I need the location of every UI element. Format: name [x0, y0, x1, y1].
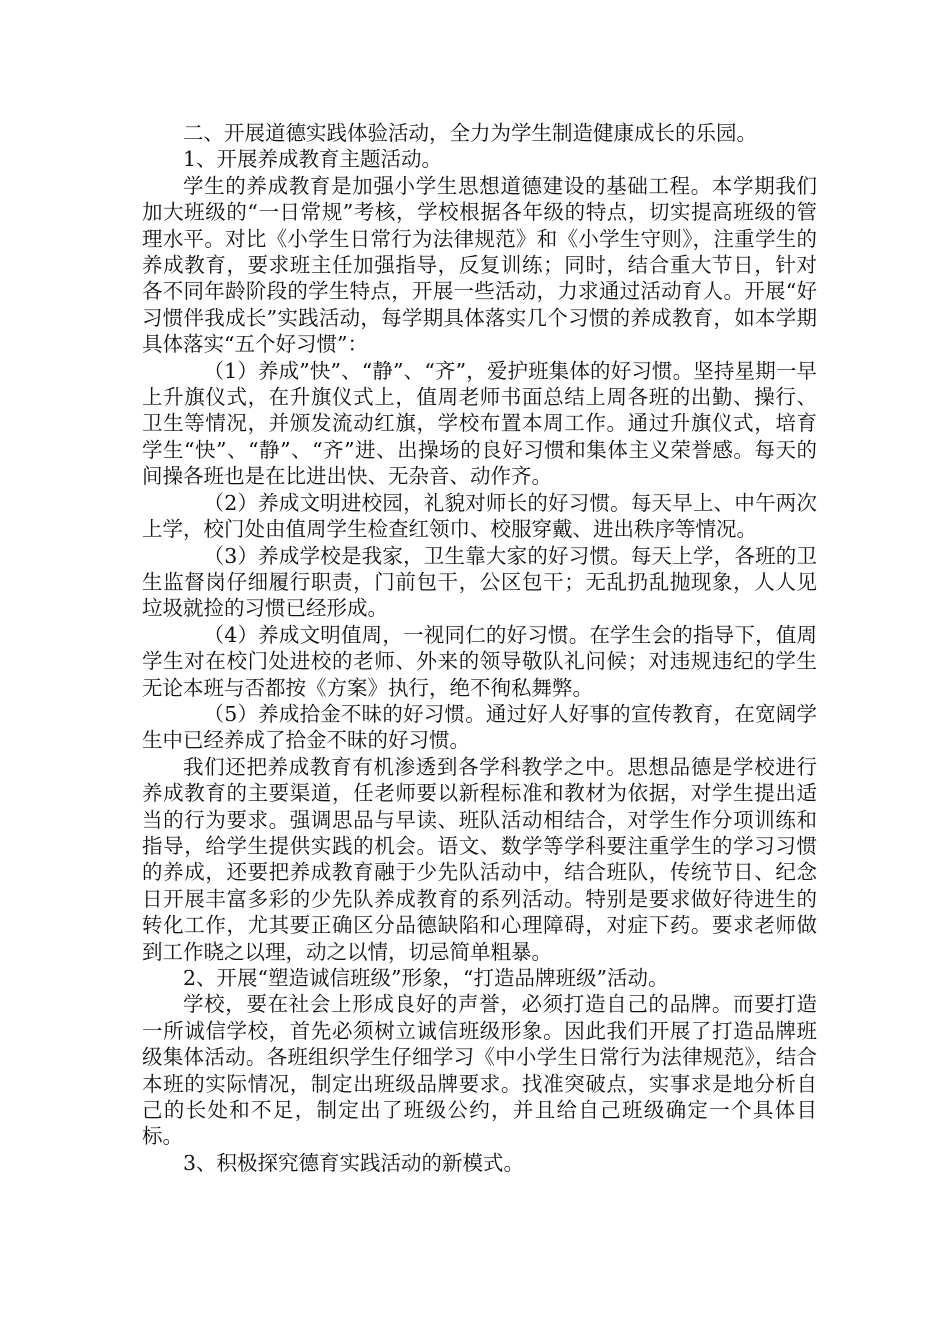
document-body — [142, 120, 817, 1176]
paragraph-heading-2: 二、开展道德实践体验活动，全力为学生制造健康成长的乐园。 — [183, 121, 757, 145]
paragraph-habit-5: （5）养成拾金不昧的好习惯。通过好人好事的宣传教育，在宽阔学生中已经养成了拾金不昧的好习惯。 — [142, 701, 817, 753]
paragraph-habit-1: （1）养成”快”、“静”、“齐”，爱护班集体的好习惯。坚持星期一早上升旗仪式，在升旗仪式上，值周老师书面总结上周各班的出勤、操行、卫生等情况，并颁发流动红旗，学校布置本周工作。通过升旗仪式，培育学生“快”、“静”、“齐”进、出操场的良好习惯和集体主义荣誉感。每天的间操各班也是在比进出快、无杂音、动作齐。 — [142, 358, 817, 489]
paragraph-habit-education: 学生的养成教育是加强小学生思想道德建设的基础工程。本学期我们加大班级的“一日常规”考核，学校根据各年级的特点，切实提高班级的管理水平。对比《小学生日常行为法律规范》和《小学生守则》，注重学生的养成教育，要求班主任加强指导，反复训练；同时，结合重大节日，针对各不同年龄阶段的学生特点，开展一些活动，力求通过活动育人。开展“好习惯伴我成长”实践活动，每学期具体落实几个习惯的养成教育，如本学期具体落实“五个好习惯”： — [142, 173, 817, 357]
paragraph-subject-integration: 我们还把养成教育有机渗透到各学科教学之中。思想品德是学校进行养成教育的主要渠道，任老师要以新程标准和教材为依据，对学生提出适当的行为要求。强调思品与早读、班队活动相结合，对学生作分项训练和指导，给学生提供实践的机会。语文、数学等学科要注重学生的学习习惯的养成，还要把养成教育融于少先队活动中，结合班队，传统节日、纪念日开展丰富多彩的少先队养成教育的系列活动。特别是要求做好待进生的转化工作，尤其要正确区分品德缺陷和心理障碍，对症下药。要求老师做到工作晓之以理，动之以情，切忌简单粗暴。 — [142, 754, 817, 964]
paragraph-habit-2: （2）养成文明进校园，礼貌对师长的好习惯。每天早上、中午两次上学，校门处由值周学生检查红领巾、校服穿戴、进出秩序等情况。 — [142, 490, 817, 542]
paragraph-subheading-2: 2、开展“塑造诚信班级”形象，“打造品牌班级”活动。 — [183, 966, 669, 990]
paragraph-habit-3: （3）养成学校是我家，卫生靠大家的好习惯。每天上学，各班的卫生监督岗仔细履行职责，门前包干，公区包干；无乱扔乱抛现象，人人见垃圾就捡的习惯已经形成。 — [142, 543, 817, 621]
paragraph-brand-class: 学校，要在社会上形成良好的声誉，必须打造自己的品牌。而要打造一所诚信学校，首先必须树立诚信班级形象。因此我们开展了打造品牌班级集体活动。各班组织学生仔细学习《中小学生日常行为法律规范》，结合本班的实际情况，制定出班级品牌要求。找准突破点，实事求是地分析自己的长处和不足，制定出了班级公约，并且给自己班级确定一个具体目标。 — [142, 992, 817, 1149]
paragraph-habit-4: （4）养成文明值周，一视同仁的好习惯。在学生会的指导下，值周学生对在校门处进校的老师、外来的领导敬队礼问候；对违规违纪的学生无论本班与否都按《方案》执行，绝不徇私舞弊。 — [142, 622, 817, 700]
paragraph-subheading-1: 1、开展养成教育主题活动。 — [183, 147, 443, 172]
paragraph-subheading-3: 3、积极探究德育实践活动的新模式。 — [183, 1150, 525, 1175]
